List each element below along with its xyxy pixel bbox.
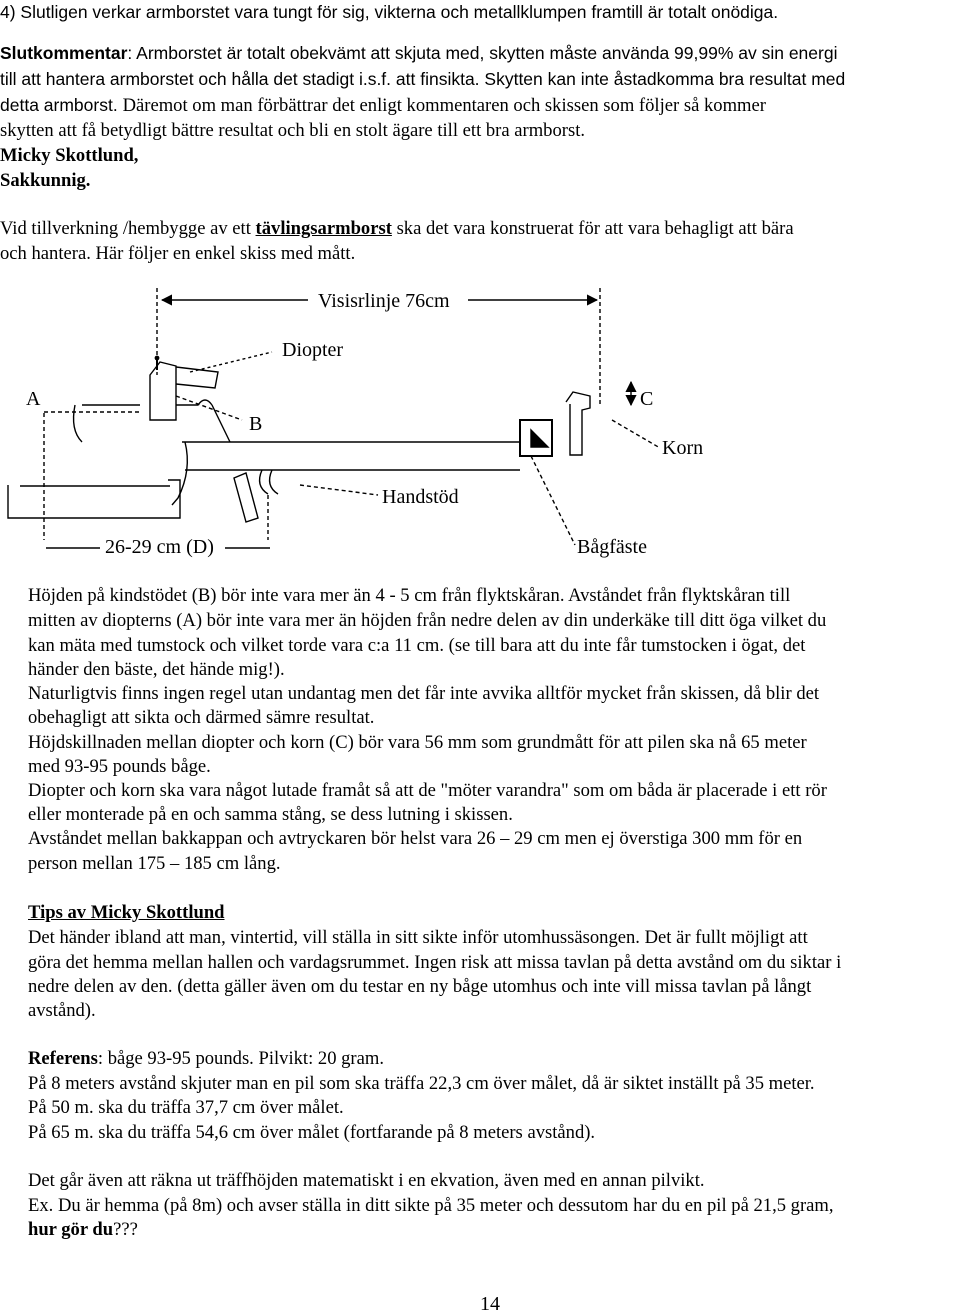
reference-label: Referens	[28, 1048, 98, 1069]
cheek-curve	[74, 405, 82, 442]
construction-emphasis: tävlingsarmborst	[255, 218, 392, 239]
construction-line-2: och hantera. Här följer en enkel skiss med mått.	[0, 243, 356, 264]
para-1-line-2: mitten av diopterns (A) bör inte vara mer än höjden från nedre delen av din underkäke till ditt öga vilket du	[28, 610, 827, 631]
label-diopter: Diopter	[282, 339, 344, 361]
reference-line-65m: På 65 m. ska du träffa 54,6 cm över målet (fortfarande på 8 meters avstånd).	[28, 1122, 596, 1143]
trigger-curve-1	[260, 470, 268, 494]
label-a: A	[26, 388, 41, 410]
diopter-post	[150, 362, 176, 420]
label-bow-mount: Bågfäste	[577, 536, 647, 558]
tips-line-4: avstånd).	[28, 1000, 96, 1021]
signature-title: Sakkunnig.	[0, 170, 91, 191]
para-5-line-1: Avståndet mellan bakkappan och avtryckaren bör helst vara 26 – 29 cm men ej överstiga 300 mm för en	[28, 828, 803, 849]
stock-top-mid	[176, 400, 212, 405]
math-line-1: Det går även att räkna ut träffhöjden matematiskt i en ekvation, även med en annan pilvikt.	[28, 1170, 705, 1191]
math-line-2: Ex. Du är hemma (på 8m) och avser ställa in ditt sikte på 35 meter och dessutom har du en pil på 21,5 gram,	[28, 1195, 834, 1216]
front-sight	[566, 392, 590, 455]
cheek-front	[212, 405, 230, 442]
para-1-line-4: händer den bäste, det hände mig!).	[28, 659, 285, 680]
reference-line-8m: På 8 meters avstånd skjuter man en pil som ska träffa 22,3 cm över målet, då är siktet inställt på 35 meter.	[28, 1073, 815, 1094]
tips-line-2: göra det hemma mellan hallen och vardagsrummet. Ingen risk att missa tavlan på detta avstånd om du siktar i	[28, 952, 842, 973]
intro-line-1: 4) Slutligen verkar armborstet vara tungt för sig, vikterna och metallklumpen framtill är totalt onödiga.	[0, 2, 779, 22]
tips-heading: Tips av Micky Skottlund	[28, 902, 225, 923]
reference-line	[28, 1048, 384, 1070]
para-5-line-2: person mellan 175 – 185 cm lång.	[28, 853, 281, 874]
final-comment-line-3a: detta armborst.	[0, 95, 118, 115]
bow-mount-pointer	[531, 456, 575, 545]
math-question-marks: ???	[113, 1219, 138, 1240]
para-1-line-3: kan mäta med tumstock och vilket torde vara c:a 11 cm. (se till bara att du inte får tumstocken i ögat, det	[28, 635, 806, 656]
math-question-bold: hur gör du	[28, 1219, 114, 1240]
construction-text-b: ska det vara konstruerat för att vara behagligt att bära	[396, 218, 794, 239]
reference-line-50m: På 50 m. ska du träffa 37,7 cm över målet.	[28, 1097, 344, 1118]
korn-pointer	[612, 420, 660, 448]
label-distance-d: 26-29 cm (D)	[105, 536, 214, 558]
diopter-arm	[176, 367, 218, 388]
label-b-pointer	[176, 396, 242, 420]
diopter-pointer	[190, 352, 272, 372]
page-number: 14	[480, 1293, 500, 1315]
label-korn: Korn	[662, 437, 704, 459]
para-4-line-1: Diopter och korn ska vara något lutade framåt så att de "möter varandra" som om båda är placerade i ett rör	[28, 780, 827, 801]
math-line-3	[28, 1219, 138, 1241]
final-comment-line-3b: Däremot om man förbättrar det enligt kommentaren och skissen som följer så kommer	[122, 95, 766, 116]
hand-rest-pointer	[300, 485, 378, 495]
bow-mount-inner	[531, 430, 548, 447]
final-comment-text: : Armborstet är totalt obekvämt att skjuta med, skytten måste använda 99,99% av sin energi	[127, 43, 838, 63]
para-4-line-2: eller monterade på en och samma stång, se dess lutning i skissen.	[28, 804, 513, 825]
stock-bottom-curve	[172, 442, 187, 505]
label-b: B	[249, 413, 263, 435]
final-comment-label: Slutkommentar	[0, 43, 128, 63]
construction-text-a: Vid tillverkning /hembygge av ett	[0, 218, 251, 239]
hand-rest	[234, 473, 258, 522]
para-3-line-1: Höjdskillnaden mellan diopter och korn (C) bör vara 56 mm som grundmått för att pilen ska nå 65 meter	[28, 732, 807, 753]
para-1-line-1: Höjden på kindstödet (B) bör inte vara mer än 4 - 5 cm från flyktskåran. Avståndet från flyktskåran till	[28, 585, 791, 606]
crossbow-sketch	[0, 0, 960, 580]
signature-name: Micky Skottlund,	[0, 145, 139, 166]
final-comment-line-2: till att hantera armborstet och hålla det stadigt i.s.f. att finsikta. Skytten kan inte åstadkomma bra resultat med	[0, 69, 846, 89]
label-c: C	[640, 388, 654, 410]
label-hand-rest: Handstöd	[382, 486, 459, 508]
diopter-dot	[155, 356, 160, 361]
para-3-line-2: med 93-95 pounds båge.	[28, 756, 211, 777]
final-comment-line-4: skytten att få betydligt bättre resultat och bli en stolt ägare till ett bra armborst.	[0, 120, 586, 141]
para-2-line-1: Naturligtvis finns ingen regel utan undantag men det får inte avvika alltför mycket från skissen, då blir det	[28, 683, 820, 704]
tips-line-3: nedre delen av den. (detta gäller även om du testar en ny båge utomhus och inte vill missa tavlan på långt	[28, 976, 812, 997]
para-2-line-2: obehagligt att sikta och därmed sämre resultat.	[28, 707, 375, 728]
trigger-curve-2	[270, 470, 278, 494]
reference-text: : båge 93-95 pounds. Pilvikt: 20 gram.	[97, 1048, 384, 1069]
tips-line-1: Det händer ibland att man, vintertid, vill ställa in sitt sikte inför utomhussäsongen. Det är fullt möjligt att	[28, 927, 808, 948]
label-sight-line: Visisrlinje 76cm	[318, 290, 450, 312]
